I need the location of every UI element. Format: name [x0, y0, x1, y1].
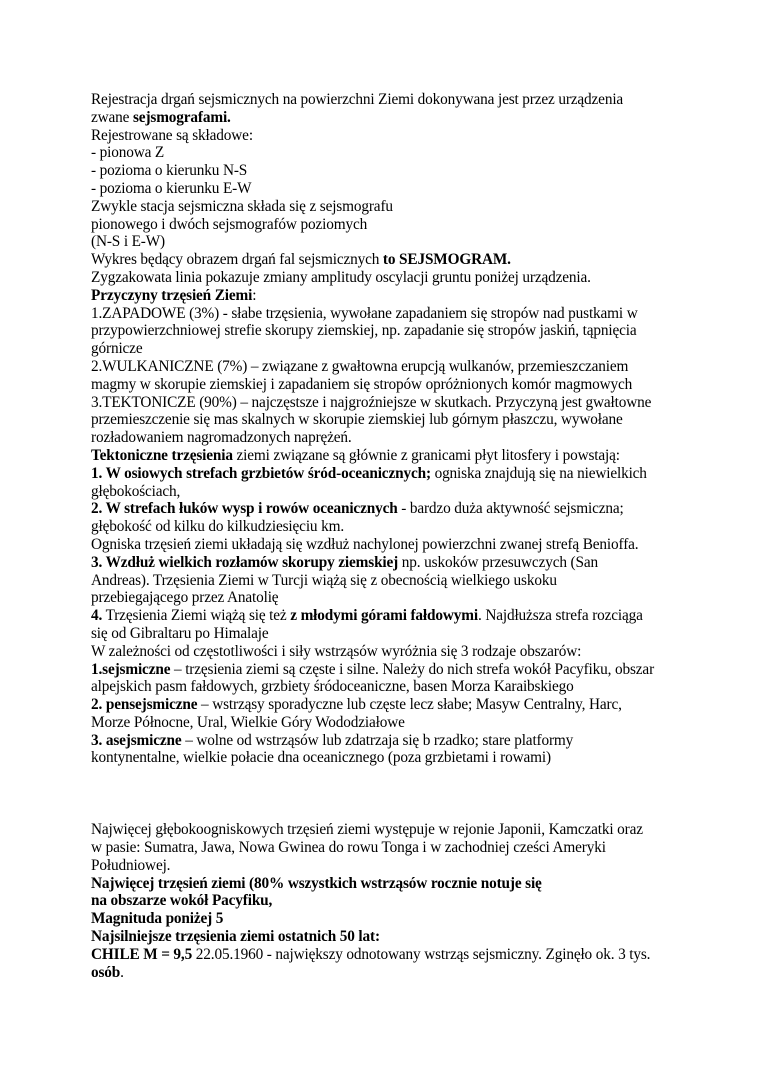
bold-line: na obszarze wokół Pacyfiku, [91, 892, 273, 910]
text-line: 3. asejsmiczne – wolne od wstrząsów lub zdatrzaja się b rzadko; stare platformy [91, 731, 574, 749]
text-line: 1.ZAPADOWE (3%) - słabe trzęsienia, wywołane zapadaniem się stropów nad pustkami w [91, 304, 638, 322]
text-line: Ogniska trzęsień ziemi układają się wzdłuż nachylonej powierzchni zwanej strefą Benioffa. [91, 535, 639, 553]
text-line: Rejestracja drgań sejsmicznych na powierzchni Ziemi dokonywana jest przez urządzenia [91, 91, 624, 108]
text-line: 1.sejsmiczne – trzęsienia ziemi są częste i silne. Należy do nich strefa wokół Pacyfiku, obszar [91, 660, 655, 678]
text-line: 1. W osiowych strefach grzbietów śród-oceanicznych; ogniska znajdują się na niewielkich [91, 464, 647, 482]
text-line: 2. W strefach łuków wysp i rowów oceanicznych - bardzo duża aktywność sejsmiczna; [91, 500, 624, 518]
text-line: Najwięcej głębokoogniskowych trzęsień ziemi występuje w rejonie Japonii, Kamczatki oraz [91, 821, 643, 839]
sejsmografy-term: sejsmografami. [133, 108, 231, 126]
bold-line: Magnituda poniżej 5 [91, 910, 224, 928]
text-line: w pasie: Sumatra, Jawa, Nowa Gwinea do rowu Tonga i w zachodniej cześci Ameryki [91, 839, 606, 857]
text-line: 2.WULKANICZNE (7%) – związane z gwałtowna erupcją wulkanów, przemieszczaniem [91, 357, 629, 375]
list-item: - pozioma o kierunku N-S [91, 162, 248, 180]
text-line: kontynentalne, wielkie połacie dna oceanicznego (poza grzbietami i rowami) [91, 749, 551, 767]
text-line: się od Gibraltaru po Himalaje [91, 624, 269, 642]
text-line: rozładowaniem nagromadzonych naprężeń. [91, 429, 352, 447]
text-line: 3. Wzdłuż wielkich rozłamów skorupy ziemskiej np. uskoków przesuwczych (San [91, 553, 598, 571]
text-line: głębokościach, [91, 482, 181, 500]
text-line: przebiegającego przez Anatolię [91, 589, 279, 607]
sejsmogram-term: to SEJSMOGRAM. [382, 251, 511, 269]
list-item: - pionowa Z [91, 144, 165, 162]
text-line: Wykres będący obrazem drgań fal sejsmicznych to SEJSMOGRAM. [91, 251, 511, 269]
text-line: Tektoniczne trzęsienia ziemi związane są głównie z granicami płyt litosfery i powstają: [91, 446, 620, 464]
bold-line: Najsilniejsze trzęsienia ziemi ostatnich 50 lat: [91, 928, 380, 946]
text-line: Południowej. [91, 856, 171, 874]
text-line: 3.TEKTONICZE (90%) – najczęstsze i najgroźniejsze w skutkach. Przyczyną jest gwałtowne [91, 393, 652, 411]
document-body [91, 91, 681, 981]
text-line: przypowierzchniowej strefie skorupy ziemskiej, np. zapadanie się stropów jaskiń, tąpnięcia [91, 322, 637, 340]
text-line: osób. [91, 963, 124, 981]
list-item: - pozioma o kierunku E-W [91, 179, 252, 197]
text-line: CHILE M = 9,5 22.05.1960 - największy odnotowany wstrząs sejsmiczny. Zginęło ok. 3 tys. [91, 945, 651, 963]
text-line: 2. pensejsmiczne – wstrząsy sporadyczne lub częste lecz słabe; Masyw Centralny, Harc, [91, 696, 622, 714]
text-line: Andreas). Trzęsienia Ziemi w Turcji wiążą się z obecnością wielkiego uskoku [91, 571, 557, 589]
text-line: górnicze [91, 340, 143, 358]
text-line: Morze Północne, Ural, Wielkie Góry Wododziałowe [91, 713, 405, 731]
text-line: (N-S i E-W) [91, 233, 165, 251]
text-line: Zygzakowata linia pokazuje zmiany amplitudy oscylacji gruntu poniżej urządzenia. [91, 268, 591, 286]
text-line: Zwykle stacja sejsmiczna składa się z sejsmografu [91, 197, 393, 215]
bold-line: Najwięcej trzęsień ziemi (80% wszystkich wstrząsów rocznie notuje się [91, 874, 542, 892]
text-line: 4. Trzęsienia Ziemi wiążą się też z młodymi górami fałdowymi. Najdłuższa strefa rozciąga [91, 607, 643, 625]
paragraph-gap [91, 767, 681, 821]
section-heading: Przyczyny trzęsień Ziemi: [91, 286, 257, 304]
text-line: Rejestrowane są składowe: [91, 126, 253, 144]
text-line: przemieszczenie się mas skalnych w skorupie ziemskiej lub górnym płaszczu, wywołane [91, 411, 623, 429]
text-line: alpejskich pasm fałdowych, grzbiety śródoceaniczne, basen Morza Karaibskiego [91, 678, 574, 696]
text-line: pionowego i dwóch sejsmografów poziomych [91, 215, 368, 233]
text-line: zwane sejsmografami. [91, 108, 231, 126]
text-line: głębokość od kilku do kilkudziesięciu km. [91, 518, 345, 536]
text-line: magmy w skorupie ziemskiej i zapadaniem się stropów opróżnionych komór magmowych [91, 375, 633, 393]
text-line: W zależności od częstotliwości i siły wstrząsów wyróżnia się 3 rodzaje obszarów: [91, 642, 582, 660]
